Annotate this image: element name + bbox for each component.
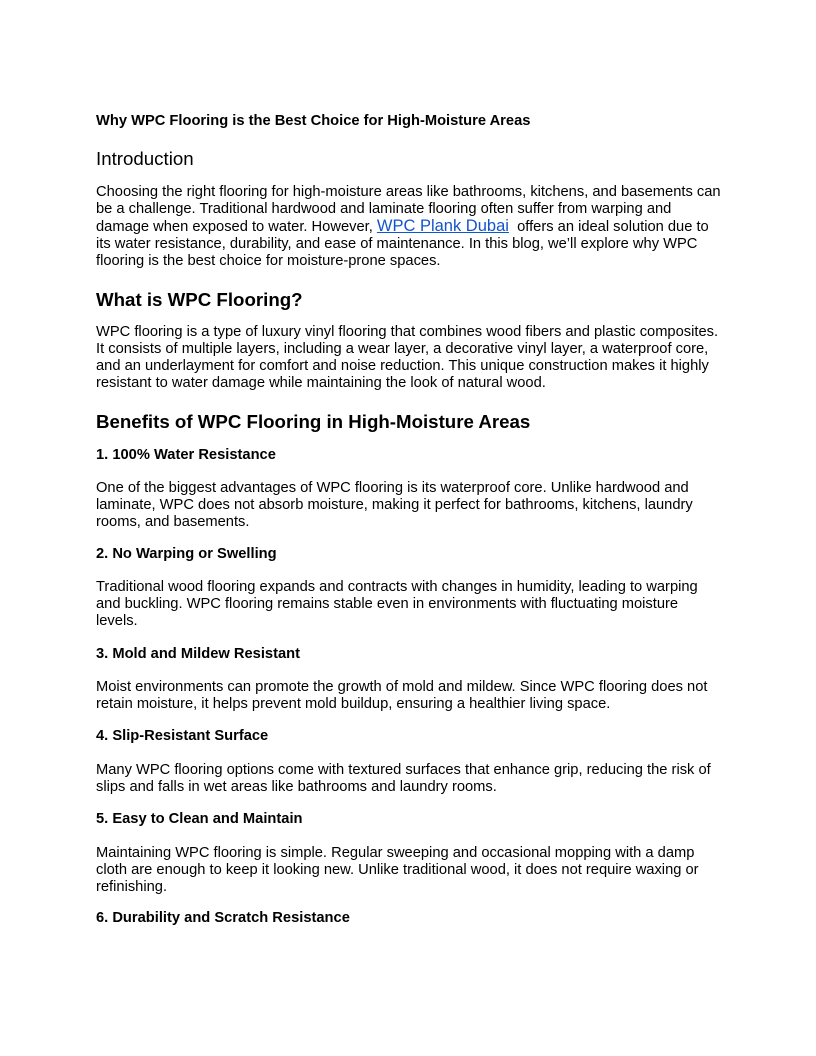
text-line: resistant to water damage while maintaining the look of natural wood. [96,375,546,391]
wpc-plank-dubai-link[interactable]: WPC Plank Dubai [376,217,509,235]
text-line: refinishing. [96,879,168,895]
benefit-6-title: 6. Durability and Scratch Resistance [96,910,350,926]
text-line: slips and falls in wet areas like bathrooms and laundry rooms. [96,779,497,795]
text-line: Maintaining WPC flooring is simple. Regular sweeping and occasional mopping with a damp [96,845,695,861]
heading-what-is-wpc: What is WPC Flooring? [96,289,303,310]
text-line: WPC flooring is a type of luxury vinyl flooring that combines wood fibers and plastic composites. [96,324,719,340]
benefit-5-paragraph [96,845,724,896]
document-title: Why WPC Flooring is the Best Choice for High-Moisture Areas [96,113,531,129]
text-line: It consists of multiple layers, including a wear layer, a decorative vinyl layer, a waterproof core, [96,341,709,357]
text-line [96,218,724,236]
text-line: Choosing the right flooring for high-moisture areas like bathrooms, kitchens, and basements can [96,184,721,200]
text-line: Many WPC flooring options come with textured surfaces that enhance grip, reducing the risk of [96,762,711,778]
benefit-1-paragraph [96,480,724,531]
text-line: retain moisture, it helps prevent mold buildup, ensuring a healthier living space. [96,696,611,712]
text-line: laminate, WPC does not absorb moisture, making it perfect for bathrooms, kitchens, laundry [96,497,693,513]
benefit-4-paragraph [96,762,724,796]
what-is-paragraph [96,324,724,392]
benefit-3-paragraph [96,679,724,713]
benefit-5-title: 5. Easy to Clean and Maintain [96,811,303,827]
text-line: flooring is the best choice for moisture-prone spaces. [96,253,441,269]
benefit-4-title: 4. Slip-Resistant Surface [96,728,269,744]
intro-paragraph [96,184,724,270]
benefit-1-title: 1. 100% Water Resistance [96,447,276,463]
text-segment: offers an ideal solution due to [508,219,709,235]
text-segment: damage when exposed to water. However, [96,219,377,235]
heading-introduction: Introduction [96,148,194,169]
heading-benefits: Benefits of WPC Flooring in High-Moisture Areas [96,411,531,432]
text-line: One of the biggest advantages of WPC flooring is its waterproof core. Unlike hardwood and [96,480,689,496]
text-line: its water resistance, durability, and ease of maintenance. In this blog, we’ll explore why WPC [96,236,698,252]
text-line: levels. [96,613,138,629]
benefit-2-paragraph [96,579,724,630]
text-line: and buckling. WPC flooring remains stable even in environments with fluctuating moisture [96,596,679,612]
text-line: rooms, and basements. [96,514,250,530]
text-line: be a challenge. Traditional hardwood and laminate flooring often suffer from warping and [96,201,672,217]
benefit-2-title: 2. No Warping or Swelling [96,546,277,562]
benefit-3-title: 3. Mold and Mildew Resistant [96,646,301,662]
text-line: Traditional wood flooring expands and contracts with changes in humidity, leading to warping [96,579,698,595]
text-line: and an underlayment for comfort and noise reduction. This unique construction makes it highly [96,358,709,374]
text-line: Moist environments can promote the growth of mold and mildew. Since WPC flooring does not [96,679,708,695]
text-line: cloth are enough to keep it looking new. Unlike traditional wood, it does not require waxing or [96,862,699,878]
